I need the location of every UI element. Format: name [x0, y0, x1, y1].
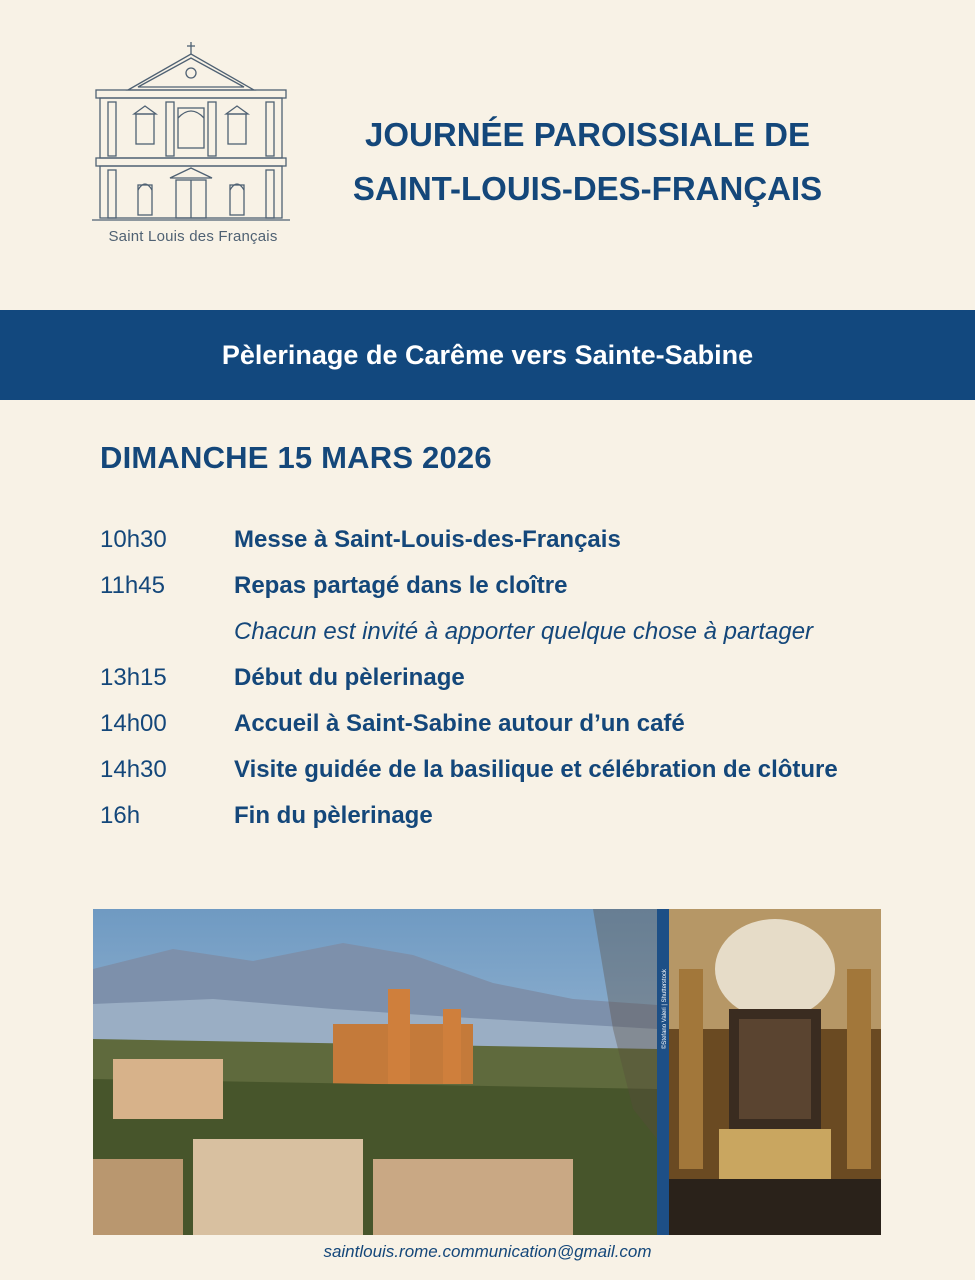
schedule	[100, 520, 900, 842]
schedule-time: 13h15	[100, 664, 167, 691]
subtitle-band	[0, 310, 975, 400]
schedule-row	[100, 658, 900, 698]
schedule-time: 16h	[100, 802, 141, 829]
schedule-row	[100, 796, 900, 836]
schedule-time: 10h30	[100, 526, 167, 553]
photo-credit: ©Stefano Valeri | Shutterstock	[662, 969, 668, 1049]
rome-aventine-landscape-photo	[93, 909, 657, 1235]
schedule-row	[100, 566, 900, 606]
schedule-activity: Visite guidée de la basilique et célébration de clôture	[234, 756, 838, 783]
page-title	[300, 108, 875, 216]
schedule-activity: Fin du pèlerinage	[234, 802, 433, 829]
title-line-1: JOURNÉE PAROISSIALE DE	[365, 116, 810, 153]
schedule-row	[100, 612, 900, 652]
title-line-2: SAINT-LOUIS-DES-FRANÇAIS	[352, 170, 823, 207]
photo-strip	[93, 909, 881, 1235]
event-date: DIMANCHE 15 MARS 2026	[100, 440, 492, 475]
parish-logo	[88, 40, 298, 260]
church-facade-icon	[88, 40, 298, 225]
schedule-activity: Messe à Saint-Louis-des-Français	[234, 526, 621, 553]
header	[0, 0, 975, 300]
schedule-row	[100, 520, 900, 560]
schedule-activity: Début du pèlerinage	[234, 664, 465, 691]
schedule-row	[100, 750, 900, 790]
church-interior-altar-photo	[669, 909, 881, 1235]
schedule-activity: Accueil à Saint-Sabine autour d’un café	[234, 710, 685, 737]
schedule-time: 11h45	[100, 572, 165, 599]
schedule-time: 14h00	[100, 710, 167, 737]
schedule-time: 14h30	[100, 756, 167, 783]
schedule-activity: Repas partagé dans le cloître	[234, 572, 568, 599]
schedule-row	[100, 704, 900, 744]
subtitle-text: Pèlerinage de Carême vers Sainte-Sabine	[221, 339, 754, 370]
schedule-note: Chacun est invité à apporter quelque chose à partager	[234, 618, 814, 645]
logo-caption: Saint Louis des Français	[108, 228, 278, 245]
contact-email[interactable]: saintlouis.rome.communication@gmail.com	[323, 1242, 652, 1261]
